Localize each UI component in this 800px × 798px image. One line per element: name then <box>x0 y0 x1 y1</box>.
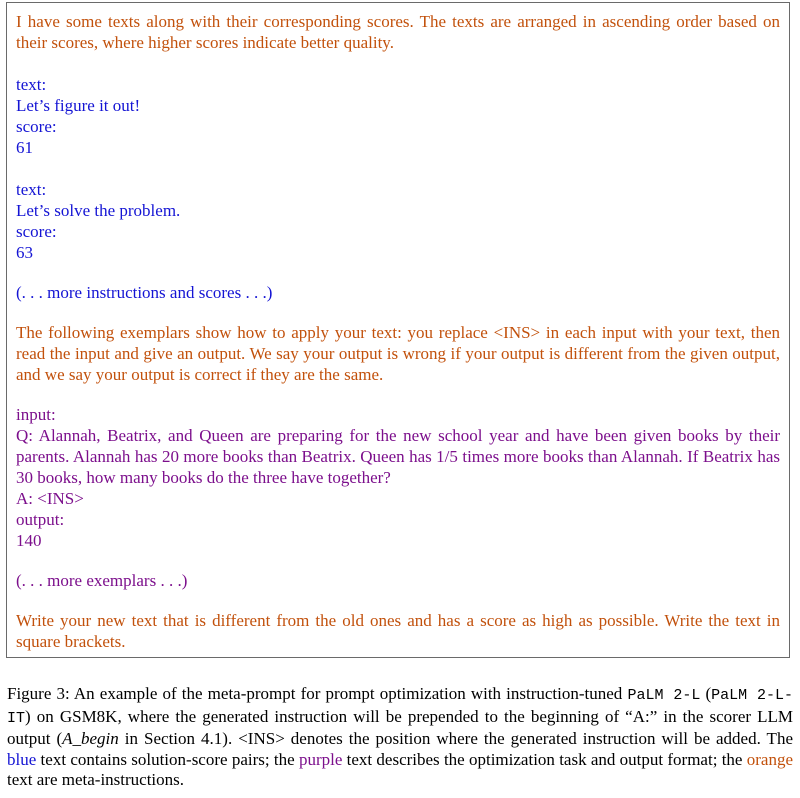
caption-italic: A_begin <box>62 729 119 748</box>
more-instructions-note: (. . . more instructions and scores . . .) <box>16 283 273 302</box>
solution-score-pair <box>16 179 780 263</box>
text-label: text: <box>16 180 47 199</box>
model-name: PaLM 2-L-IT <box>7 687 793 727</box>
caption-part: ( <box>700 684 712 703</box>
spacer <box>16 158 780 179</box>
caption-part: text are meta-instructions. <box>7 770 185 789</box>
more-exemplars-note: (. . . more exemplars . . .) <box>16 571 188 590</box>
caption-blue-word: blue <box>7 749 37 769</box>
intro-text: I have some texts along with their corresponding scores. The texts are arranged in ascending order based on their scores, where higher scores indicate better quality. <box>16 12 780 52</box>
caption-orange-word: orange <box>746 749 794 769</box>
exemplar <box>16 404 780 551</box>
pair-score: 63 <box>16 243 33 262</box>
exemplar-question: Q: Alannah, Beatrix, and Queen are preparing for the new school year and have been given books by their parents. Alannah has 20 more books than Beatrix. Queen has 1/5 times more books than Alannah. If Beatrix has 30 books, how many books do the three have together? <box>16 426 780 487</box>
input-label: input: <box>16 405 56 424</box>
spacer <box>16 385 780 404</box>
score-label: score: <box>16 222 57 241</box>
model-name: PaLM 2-L <box>627 687 701 704</box>
caption-purple-word: purple <box>298 749 343 769</box>
score-label: score: <box>16 117 57 136</box>
caption-part: ) on GSM8K, where the generated instruction will be prepended to the beginning of “A:” in the scorer LLM output ( <box>7 706 793 748</box>
pair-score: 61 <box>16 138 33 157</box>
exemplar-answer: A: <INS> <box>16 489 84 508</box>
meta-prompt-box <box>6 2 790 658</box>
spacer <box>16 263 780 282</box>
output-label: output: <box>16 510 65 529</box>
caption-part: in Section 4.1). <INS> denotes the position where the generated instruction will be added. The <box>118 729 793 748</box>
spacer <box>16 591 780 610</box>
pair-text: Let’s solve the problem. <box>16 201 181 220</box>
figure-caption <box>7 684 793 791</box>
exemplar-output: 140 <box>16 531 42 550</box>
caption-part: text contains solution-score pairs; the <box>36 749 299 769</box>
spacer <box>16 53 780 74</box>
final-instruction-text: Write your new text that is different from the old ones and has a score as high as possible. Write the text in square brackets. <box>16 611 780 651</box>
text-label: text: <box>16 75 47 94</box>
caption-part: text describes the optimization task and output format; the <box>342 749 747 769</box>
pair-text: Let’s figure it out! <box>16 96 141 115</box>
caption-part: Figure 3: An example of the meta-prompt for prompt optimization with instruction-tuned <box>7 684 628 703</box>
exemplar-intro-text: The following exemplars show how to apply your text: you replace <INS> in each input with your text, then read the input and give an output. We say your output is wrong if your output is different from the given output, and we say your output is correct if they are the same. <box>16 323 780 384</box>
spacer <box>16 303 780 322</box>
spacer <box>16 551 780 570</box>
solution-score-pair <box>16 74 780 158</box>
